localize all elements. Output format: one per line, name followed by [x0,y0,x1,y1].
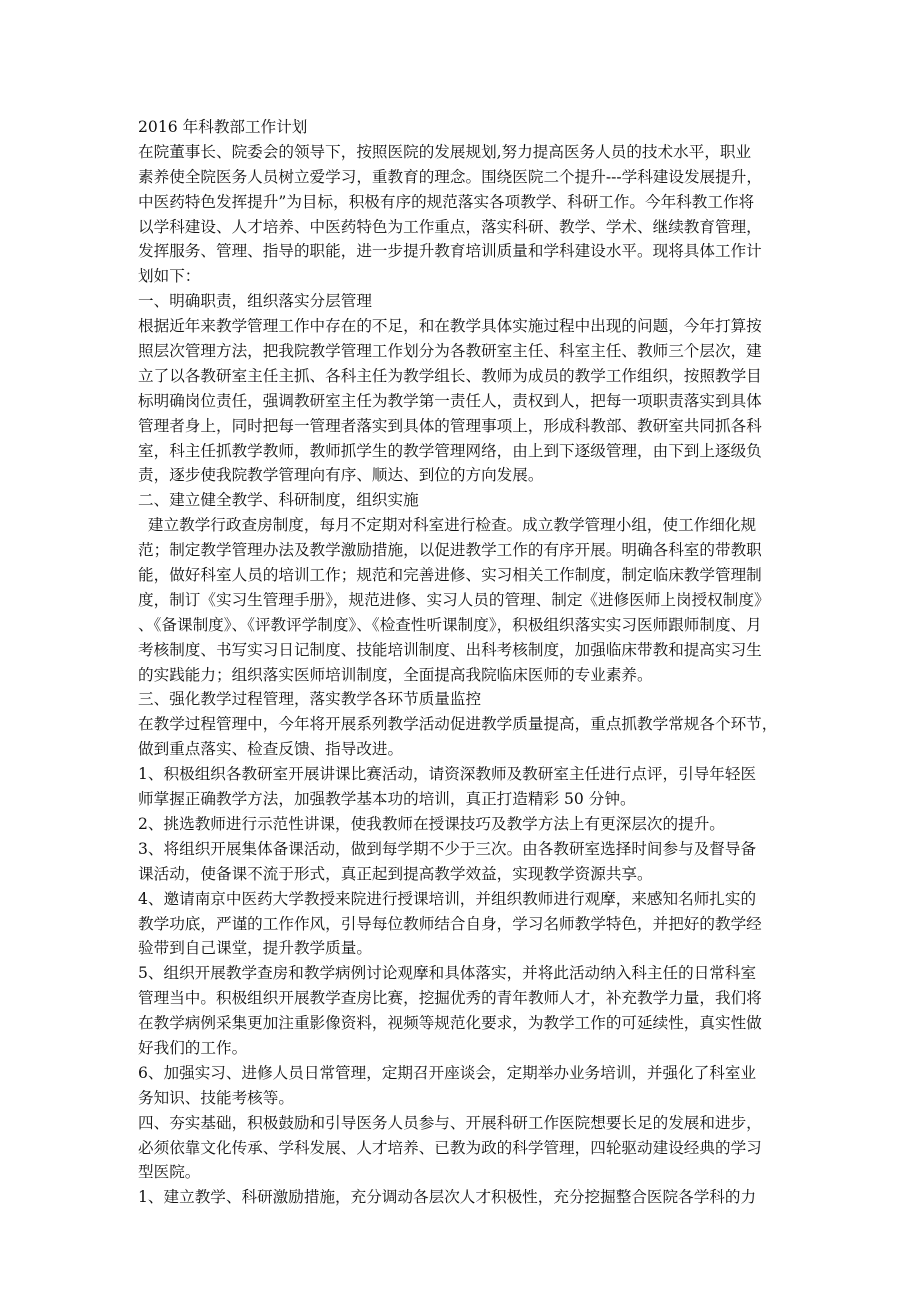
text-line: 标明确岗位责任，强调教研室主任为教学第一责任人，责权到人，把每一项职责落实到具体 [138,391,762,410]
text-line: 好我们的工作。 [138,1038,248,1057]
text-line: 必须依靠文化传承、学科发展、人才培养、已教为政的科学管理，四轮驱动建设经典的学习 [138,1138,762,1157]
text-line: 课活动，使备课不流于形式，真正起到提高教学效益，实现教学资源共享。 [138,864,653,883]
text-line: 责，逐步使我院教学管理向有序、顺达、到位的方向发展。 [138,466,544,485]
text-line: 师掌握正确教学方法，加强教学基本功的培训，真正打造精彩 50 分钟。 [138,790,636,809]
text-line: 1、建立教学、科研激励措施，充分调动各层次人才积极性，充分挖掘整合医院各学科的力 [138,1188,757,1207]
text-line: 四、夯实基础，积极鼓励和引导医务人员参与、开展科研工作医院想要长足的发展和进步， [138,1113,762,1132]
text-line: 一、明确职责，组织落实分层管理 [138,292,372,311]
text-line: 在院董事长、院委会的领导下，按照医院的发展规划,努力提高医务人员的技术水平，职业 [138,142,752,161]
text-line: 6、加强实习、进修人员日常管理，定期召开座谈会，定期举办业务培训，并强化了科室业 [138,1063,757,1082]
document-body [138,115,788,1210]
text-line: 验带到自己课堂，提升教学质量。 [138,939,372,958]
text-line: 度，制订《实习生管理手册》，规范进修、实习人员的管理、制定《进修医师上岗授权制度》 [138,590,770,609]
text-line: 中医药特色发挥提升”为目标，积极有序的规范落实各项教学、科研工作。今年科教工作将 [138,192,755,211]
text-line: 3、将组织开展集体备课活动，做到每学期不少于三次。由各教研室选择时间参与及督导备 [138,839,757,858]
text-line: 能，做好科室人员的培训工作；规范和完善进修、实习相关工作制度，制定临床教学管理制 [138,566,762,585]
text-line: 的实践能力；组织落实医师培训制度，全面提高我院临床医师的专业素养。 [138,665,653,684]
text-line: 4、邀请南京中医药大学教授来院进行授课培训，并组织教师进行观摩，来感知名师扎实的 [138,889,757,908]
text-line: 以学科建设、人才培养、中医药特色为工作重点，落实科研、教学、学术、继续教育管理， [138,217,762,236]
text-line: 建立教学行政查房制度，每月不定期对科室进行检查。成立教学管理小组，使工作细化规 [138,516,757,535]
text-line: 教学功底，严谨的工作作风，引导每位教师结合自身，学习名师教学特色，并把好的教学经 [138,914,762,933]
text-line: 二、建立健全教学、科研制度，组织实施 [138,491,419,510]
document-title: 2016 年科教部工作计划 [138,118,308,136]
text-line: 5、组织开展教学查房和教学病例讨论观摩和具体落实，并将此活动纳入科主任的日常科室 [138,964,757,983]
text-line: 素养使全院医务人员树立爱学习，重教育的理念。围绕医院二个提升---学科建设发展提升， [138,167,762,186]
text-line: 范；制定教学管理办法及教学激励措施，以促进教学工作的有序开展。明确各科室的带教职 [138,541,762,560]
text-line: 管理当中。积极组织开展教学查房比赛，挖掘优秀的青年教师人才，补充教学力量，我们将 [138,989,762,1008]
text-line: 管理者身上，同时把每一管理者落实到具体的管理事项上，形成科教部、教研室共同抓各科 [138,416,762,435]
text-line: 1、积极组织各教研室开展讲课比赛活动，请资深教师及教研室主任进行点评，引导年轻医 [138,765,757,784]
text-line: 务知识、技能考核等。 [138,1088,294,1107]
text-line: 在教学过程管理中，今年将开展系列教学活动促进教学质量提高，重点抓教学常规各个环节， [138,715,778,734]
text-line: 、《备课制度》、《评教评学制度》、《检查性听课制度》，积极组织落实实习医师跟师制度、月 [138,615,762,634]
text-line: 划如下： [138,267,201,286]
text-line: 2、挑选教师进行示范性讲课，使我教师在授课技巧及教学方法上有更深层次的提升。 [138,814,725,833]
text-line: 根据近年来教学管理工作中存在的不足，和在教学具体实施过程中出现的问题，今年打算按 [138,317,762,336]
text-line: 做到重点落实、检查反馈、指导改进。 [138,740,404,759]
text-line: 立了以各教研室主任主抓、各科主任为教学组长、教师为成员的教学工作组织，按照教学目 [138,366,762,385]
text-line: 考核制度、书写实习日记制度、技能培训制度、出科考核制度，加强临床带教和提高实习生 [138,640,762,659]
text-line: 三、强化教学过程管理，落实教学各环节质量监控 [138,690,482,709]
text-line: 发挥服务、管理、指导的职能，进一步提升教育培训质量和学科建设水平。现将具体工作计 [138,242,762,261]
text-line: 室，科主任抓教学教师，教师抓学生的教学管理网络，由上到下逐级管理，由下到上逐级负 [138,441,762,460]
text-line: 在教学病例采集更加注重影像资料，视频等规范化要求，为教学工作的可延续性，真实性做 [138,1014,762,1033]
text-line: 照层次管理方法，把我院教学管理工作划分为各教研室主任、科室主任、教师三个层次，建 [138,342,762,361]
text-line: 型医院。 [138,1163,201,1182]
